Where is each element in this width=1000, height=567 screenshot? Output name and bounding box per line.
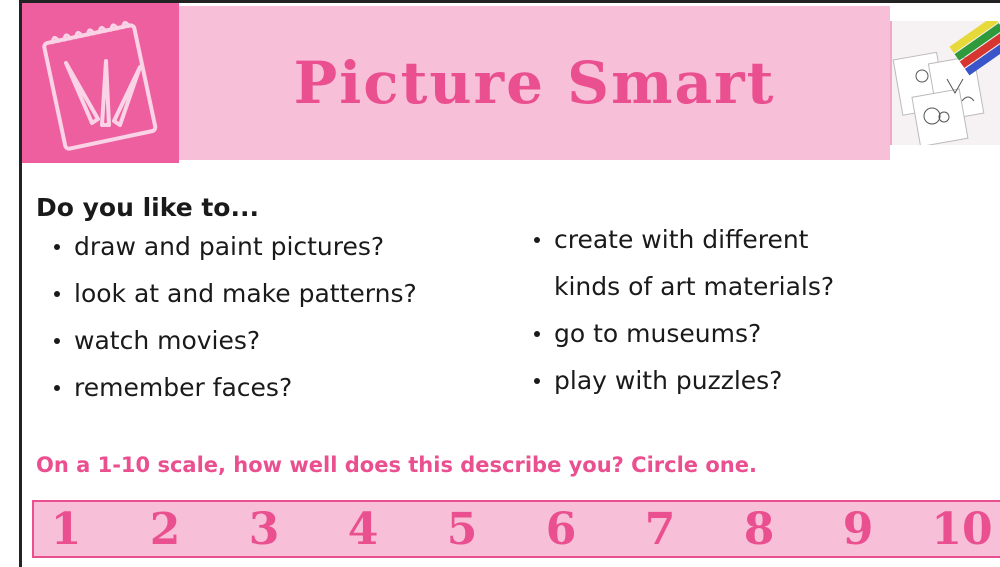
bullet-icon	[54, 244, 60, 250]
scale-option[interactable]: 1	[50, 504, 82, 555]
list-item: play with puzzles?	[532, 357, 834, 404]
bullet-icon	[534, 237, 540, 243]
scale-option[interactable]: 8	[743, 504, 775, 555]
header	[22, 3, 1000, 163]
list-item: look at and make patterns?	[52, 270, 417, 317]
scale-option[interactable]: 10	[931, 504, 993, 555]
content-section	[22, 163, 1000, 567]
list-item: remember faces?	[52, 364, 417, 411]
bullet-icon	[534, 378, 540, 384]
scale-option[interactable]: 3	[248, 504, 280, 555]
question-heading: Do you like to...	[36, 193, 259, 222]
list-item: go to museums?	[532, 310, 834, 357]
scale-option[interactable]: 4	[347, 504, 379, 555]
scale-question: On a 1-10 scale, how well does this describe you? Circle one.	[36, 453, 757, 477]
activity-list-left	[52, 223, 417, 411]
scale-option[interactable]: 5	[446, 504, 478, 555]
scale-option[interactable]: 7	[644, 504, 676, 555]
bullet-icon	[54, 338, 60, 344]
list-item: create with different	[532, 216, 834, 263]
list-item: draw and paint pictures?	[52, 223, 417, 270]
bullet-icon	[54, 291, 60, 297]
activity-list-right	[532, 216, 834, 404]
scale-option[interactable]: 9	[842, 504, 874, 555]
bullet-icon	[534, 331, 540, 337]
page-title: Picture Smart	[293, 49, 776, 117]
title-band	[179, 6, 890, 160]
coloring-sheets-crayons-photo	[890, 21, 1000, 145]
list-item: watch movies?	[52, 317, 417, 364]
list-item-continuation: kinds of art materials?	[554, 272, 835, 301]
notepad-pencils-icon	[22, 3, 179, 163]
rating-scale	[32, 500, 1000, 558]
bullet-icon	[54, 385, 60, 391]
scale-option[interactable]: 6	[545, 504, 577, 555]
scale-option[interactable]: 2	[149, 504, 181, 555]
